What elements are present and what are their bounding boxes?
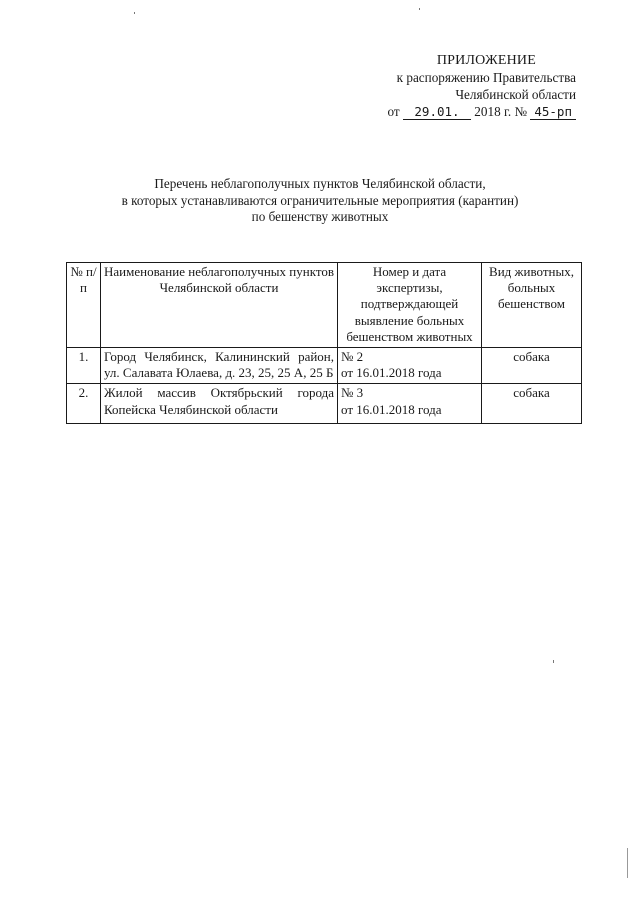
header-locality: Наименование неблагополучных пунктов Челябинской области	[101, 263, 338, 348]
header-num: № п/п	[67, 263, 101, 348]
appendix-line-region: Челябинской области	[455, 87, 576, 102]
order-number: 45-рп	[530, 104, 576, 120]
scan-speck	[627, 848, 628, 878]
heading-line-3: по бешенству животных	[251, 209, 389, 224]
row-locality: Жилой массив Октябрьский города Копейска Челябинской области	[101, 384, 338, 424]
row-num: 1.	[67, 348, 101, 384]
table-header-row	[67, 263, 582, 348]
row-expertise	[338, 348, 482, 384]
expertise-date: от 16.01.2018 года	[341, 401, 442, 417]
appendix-date-line	[316, 103, 576, 120]
scan-speck	[553, 660, 554, 663]
row-num: 2.	[67, 384, 101, 424]
row-animal: собака	[482, 384, 582, 424]
expertise-date: от 16.01.2018 года	[341, 365, 442, 381]
expertise-number: № 2	[341, 349, 364, 365]
header-expertise: Номер и дата экспертизы, подтверждающей выявление больных бешенством животных	[338, 263, 482, 348]
date-prefix: от	[387, 104, 400, 119]
heading-line-2: в которых устанавливаются ограничительные мероприятия (карантин)	[121, 192, 519, 208]
header-animal: Вид животных, больных бешенством	[482, 263, 582, 348]
date-year: 2018 г. №	[474, 104, 528, 119]
document-heading	[60, 176, 580, 226]
appendix-header	[316, 52, 576, 120]
row-animal: собака	[482, 348, 582, 384]
appendix-line-order: к распоряжению Правительства	[396, 70, 576, 85]
appendix-title: ПРИЛОЖЕНИЕ	[436, 53, 536, 68]
scan-speck	[419, 8, 420, 10]
table-row	[67, 384, 582, 424]
scan-speck	[134, 12, 135, 14]
expertise-number: № 3	[341, 385, 364, 401]
order-date: 29.01.	[403, 104, 471, 120]
row-expertise	[338, 384, 482, 424]
localities-table	[66, 262, 582, 424]
heading-line-1: Перечень неблагополучных пунктов Челябинской области,	[154, 176, 486, 191]
row-locality: Город Челябинск, Калининский район, ул. Салавата Юлаева, д. 23, 25, 25 А, 25 Б	[101, 348, 338, 384]
table-row	[67, 348, 582, 384]
